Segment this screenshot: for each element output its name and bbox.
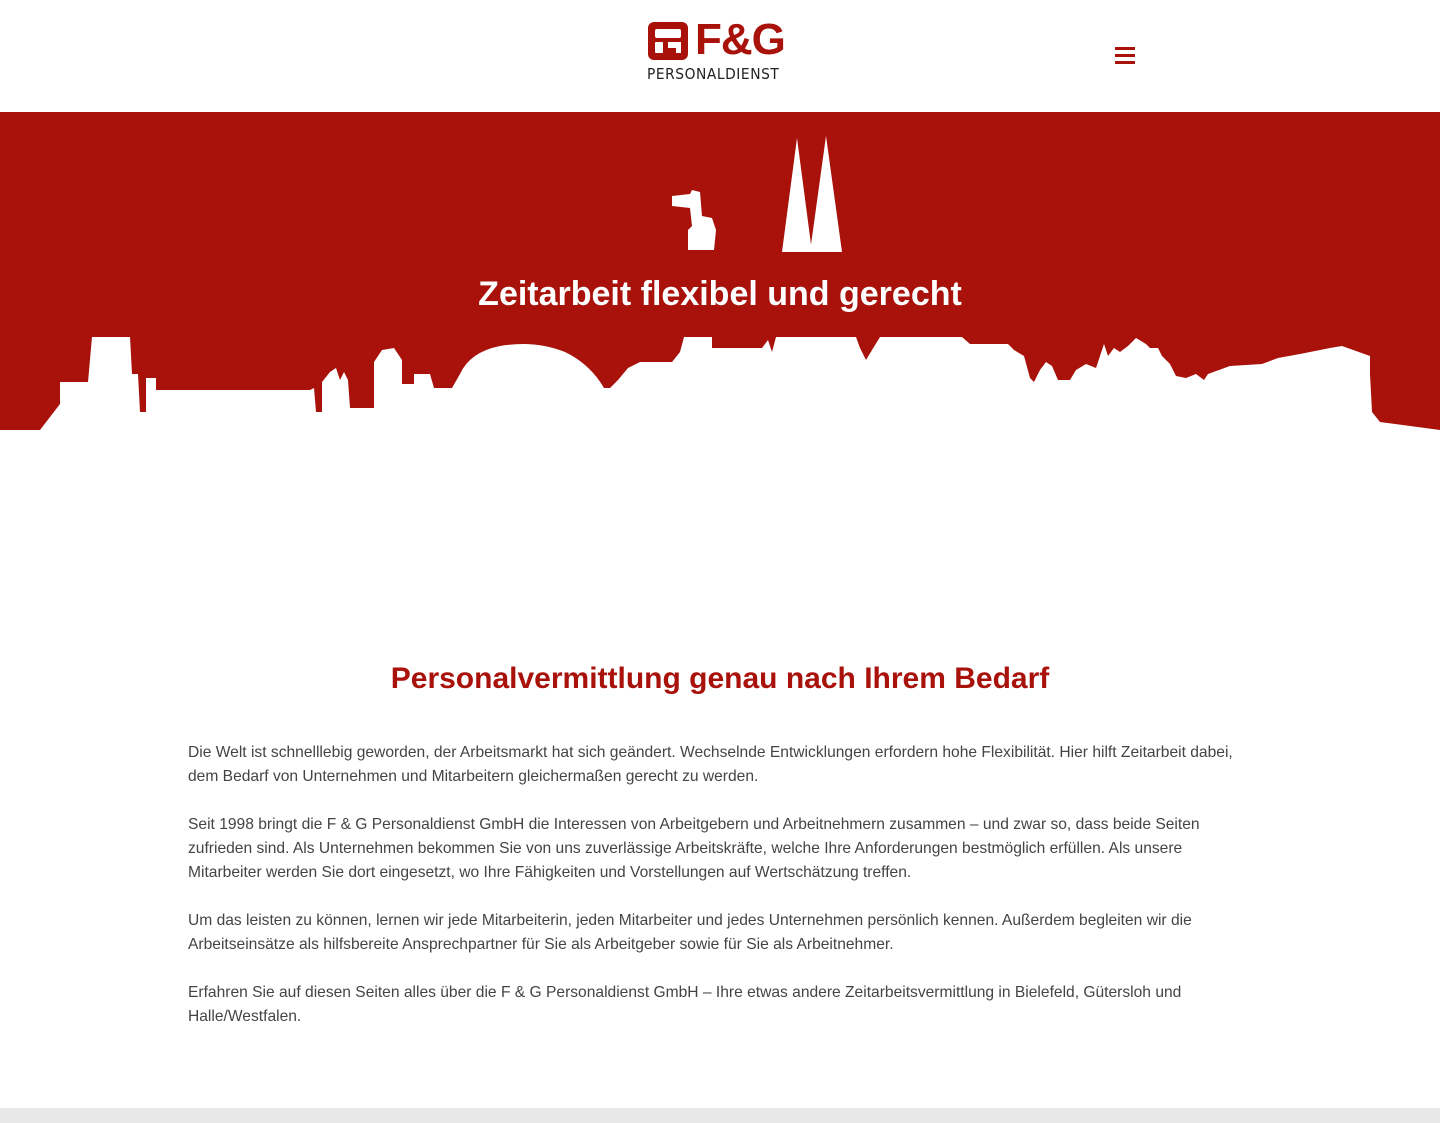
section-heading: Personalvermittlung genau nach Ihrem Bedarf — [390, 662, 1050, 695]
main-content — [188, 660, 1252, 1053]
logo-subtitle: PERSONALDIENST — [647, 65, 780, 83]
menu-bar-bottom — [1115, 61, 1135, 64]
hero-banner — [0, 112, 1440, 432]
intro-paragraph-2: Seit 1998 bringt die F & G Personaldienst GmbH die Interessen von Arbeitgebern und Arbeitnehmern zusammen – und zwar so, dass beide Seiten zufrieden sind. Als Unternehmen bekommen Sie von uns zuverlässige Arbeitskräfte, welche Ihre Anforderungen bestmöglich erfüllen. Als unsere Mitarbeiter werden Sie dort eingesetzt, wo Ihre Fähigkeiten und Vorstellungen auf Wertschätzung treffen. — [188, 816, 1200, 881]
intro-paragraph-4: Erfahren Sie auf diesen Seiten alles über die F & G Personaldienst GmbH – Ihre etwas andere Zeitarbeitsvermittlung in Bielefeld, Gütersloh und Halle/Westfalen. — [188, 984, 1182, 1025]
company-logo[interactable] — [646, 15, 798, 86]
hero-title: Zeitarbeit flexibel und gerecht — [478, 275, 962, 313]
site-header — [0, 0, 1440, 112]
footer-strip — [0, 1108, 1440, 1123]
logo-mark-icon — [648, 22, 688, 60]
intro-paragraph-3: Um das leisten zu können, lernen wir jede Mitarbeiterin, jeden Mitarbeiter und jedes Unternehmen persönlich kennen. Außerdem begleiten wir die Arbeitseinsätze als hilfsbereite Ansprechpartner für Sie als Arbeitgeber sowie für Sie als Arbeitnehmer. — [188, 912, 1192, 953]
menu-bar-top — [1115, 47, 1135, 50]
logo-brand-text: F&G — [695, 15, 785, 64]
menu-bar-middle — [1115, 54, 1135, 57]
hamburger-menu-icon[interactable] — [1113, 44, 1137, 68]
intro-paragraph-1: Die Welt ist schnelllebig geworden, der Arbeitsmarkt hat sich geändert. Wechselnde Entwicklungen erfordern hohe Flexibilität. Hier hilft Zeitarbeit dabei, dem Bedarf von Unternehmen und Mitarbeitern gleichermaßen gerecht zu werden. — [188, 744, 1233, 785]
logo-top — [646, 15, 798, 64]
